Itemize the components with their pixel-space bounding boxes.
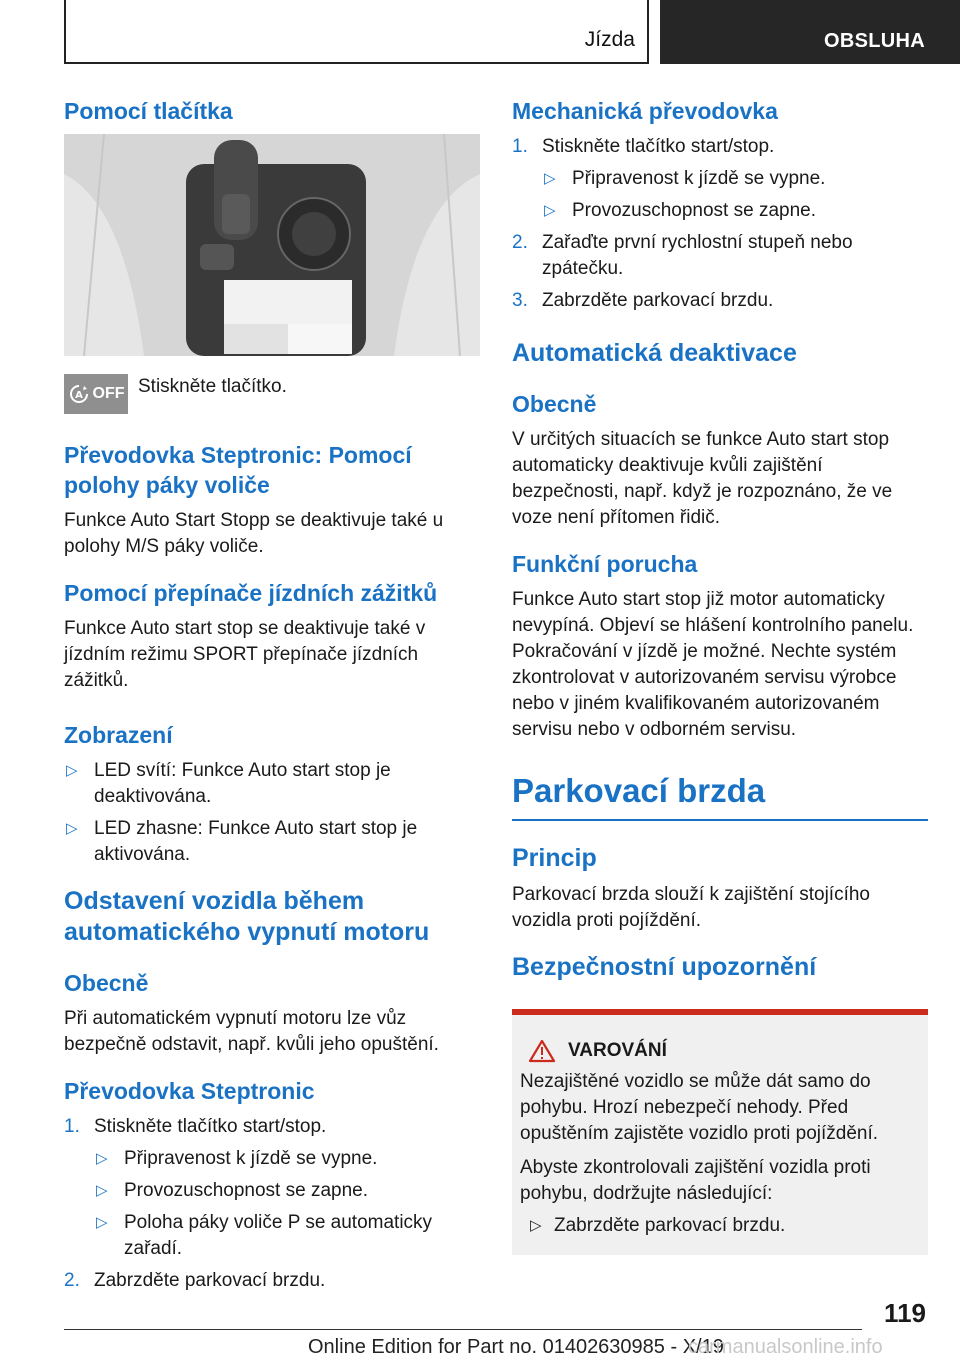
text-fault: Funkce Auto start stop již motor automaticky nevypíná. Objeví se hlášení kontrolního panelu. Pokračování v jízdě je možné. Nechte systém zkontrolovat v autorizovaném servisu výrobce nebo v jiném kvalifikovaném autorizovaném servisu nebo v odborném servisu. bbox=[512, 589, 914, 740]
text-steptronic-selector: Funkce Auto Start Stopp se deaktivuje také u polohy M/S páky voliče. bbox=[64, 510, 444, 557]
footer-watermark: carmanualsonline.info bbox=[688, 1336, 883, 1358]
footer-edition: Online Edition for Part no. 01402630985 - X/19 bbox=[308, 1336, 724, 1358]
sub-item: ▷ Připravenost k jízdě se vypne. bbox=[64, 1146, 480, 1172]
page-number: 119 bbox=[884, 1298, 926, 1328]
heading-rule bbox=[512, 819, 928, 821]
svg-text:A: A bbox=[74, 390, 83, 401]
warning-text-2: Abyste zkontrolovali zajištění vozidla proti pohybu, dodržujte následující: bbox=[520, 1157, 871, 1204]
triangle-bullet-icon: ▷ bbox=[96, 1214, 108, 1231]
heading-general: Obecně bbox=[512, 391, 597, 417]
triangle-bullet-icon: ▷ bbox=[66, 820, 78, 837]
left-column bbox=[64, 96, 480, 1300]
sub-item: ▷ Provozuschopnost se zapne. bbox=[512, 198, 928, 224]
step-item: 1. Stiskněte tlačítko start/stop. bbox=[512, 136, 775, 157]
heading-parking-auto-stop: Odstavení vozidla během automatického vypnutí motoru bbox=[64, 887, 430, 946]
step-item: 3. Zabrzděte parkovací brzdu. bbox=[512, 290, 774, 311]
warning-title: VAROVÁNÍ bbox=[520, 1039, 920, 1063]
heading-parking-brake: Parkovací brzda bbox=[512, 772, 766, 809]
warning-triangle-icon bbox=[528, 1039, 556, 1063]
right-column bbox=[512, 96, 928, 1255]
auto-start-stop-off-icon bbox=[64, 374, 128, 414]
press-button-text: Stiskněte tlačítko. bbox=[138, 376, 287, 397]
heading-button: Pomocí tlačítka bbox=[64, 98, 233, 124]
heading-auto-deactivation: Automatická deaktivace bbox=[512, 339, 797, 367]
list-item: ▷ LED zhasne: Funkce Auto start stop je aktivována. bbox=[66, 818, 418, 865]
warning-text-1: Nezajištěné vozidlo se může dát samo do pohybu. Hrozí nebezpečí nehody. Před opuštěním zajistěte vozidlo proti pojíždění. bbox=[520, 1071, 879, 1144]
center-console-photo bbox=[64, 134, 480, 356]
heading-steptronic-selector: Převodovka Steptronic: Pomocí polohy páky voliče bbox=[64, 442, 412, 498]
heading-driving-switch: Pomocí přepínače jízdních zážitků bbox=[64, 580, 438, 606]
step-item: 2. Zařaďte první rychlostní stupeň nebo zpátečku. bbox=[512, 232, 853, 279]
manual-steps bbox=[512, 134, 928, 314]
triangle-bullet-icon: ▷ bbox=[96, 1182, 108, 1199]
warning-box bbox=[512, 1009, 928, 1255]
heading-steptronic: Převodovka Steptronic bbox=[64, 1078, 315, 1104]
sub-item: ▷ Poloha páky voliče P se automaticky zařadí. bbox=[96, 1212, 433, 1259]
sub-item: ▷ Připravenost k jízdě se vypne. bbox=[512, 166, 928, 192]
button-instruction-row bbox=[64, 374, 480, 414]
step-item: 2. Zabrzděte parkovací brzdu. bbox=[64, 1270, 326, 1291]
warning-list bbox=[520, 1213, 920, 1239]
triangle-bullet-icon: ▷ bbox=[530, 1217, 542, 1234]
header-chapter-box bbox=[660, 0, 960, 64]
list-item: ▷ Zabrzděte parkovací brzdu. bbox=[520, 1213, 920, 1239]
triangle-bullet-icon: ▷ bbox=[544, 202, 556, 219]
heading-safety: Bezpečnostní upozornění bbox=[512, 953, 817, 981]
sub-item: ▷ Provozuschopnost se zapne. bbox=[64, 1178, 480, 1204]
triangle-bullet-icon: ▷ bbox=[544, 170, 556, 187]
heading-principle: Princip bbox=[512, 844, 597, 872]
display-list bbox=[64, 758, 480, 868]
auto-start-stop-off-label: OFF bbox=[92, 385, 125, 402]
footer-rule bbox=[64, 1329, 862, 1330]
text-general: V určitých situacích se funkce Auto start stop automaticky deaktivuje kvůli zajištění bezpečnosti, např. když je rozpoznáno, že ve voze není přítomen řidič. bbox=[512, 429, 893, 528]
header-chapter-title: OBSLUHA bbox=[824, 30, 925, 52]
auto-start-stop-symbol-icon bbox=[68, 383, 90, 405]
text-driving-switch: Funkce Auto start stop se deaktivuje také v jízdním režimu SPORT přepínače jízdních zážitků. bbox=[64, 618, 426, 691]
steptronic-steps bbox=[64, 1114, 480, 1294]
text-general: Při automatickém vypnutí motoru lze vůz bezpečně odstavit, např. kvůli jeho opuštění. bbox=[64, 1008, 439, 1055]
triangle-bullet-icon: ▷ bbox=[96, 1150, 108, 1167]
header-section-title: Jízda bbox=[584, 28, 635, 51]
heading-general: Obecně bbox=[64, 970, 149, 996]
heading-display: Zobrazení bbox=[64, 722, 173, 748]
header-section-box bbox=[64, 0, 649, 64]
list-item: ▷ LED svítí: Funkce Auto start stop je deaktivována. bbox=[66, 760, 391, 807]
text-principle: Parkovací brzda slouží k zajištění stojícího vozidla proti pojíždění. bbox=[512, 884, 870, 931]
triangle-bullet-icon: ▷ bbox=[66, 762, 78, 779]
heading-fault: Funkční porucha bbox=[512, 551, 698, 577]
center-console-illustration bbox=[64, 134, 480, 356]
step-item: 1. Stiskněte tlačítko start/stop. bbox=[64, 1116, 327, 1137]
heading-manual-transmission: Mechanická převodovka bbox=[512, 98, 778, 124]
